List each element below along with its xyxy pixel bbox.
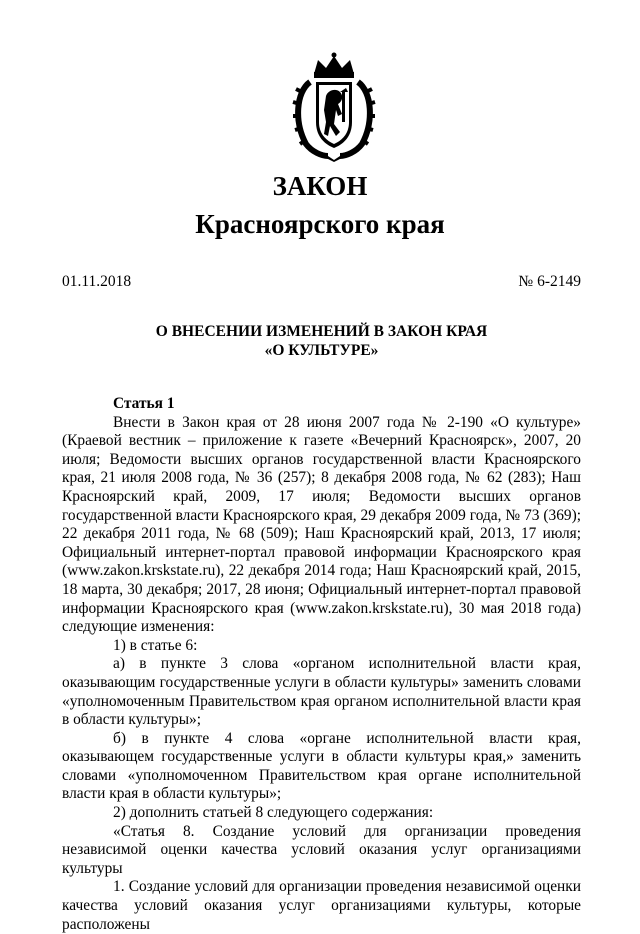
article-paragraph: а) в пункте 3 слова «органом исполнительной власти края, оказывающим государственные услуги в области культуры» заменить словами «уполномоченным Правительством края органом исполнительной власти края в области культуры»;	[62, 655, 581, 729]
article-paragraph: б) в пункте 4 слова «органе исполнительной власти края, оказывающем государственные услуги в области культуры края,» заменить словами «уполномоченном Правительством края органе исполнительной власти края в области культуры»;	[62, 729, 581, 803]
article-paragraph: Внести в Закон края от 28 июня 2007 года № 2-190 «О культуре» (Краевой вестник – приложение к газете «Вечерний Красноярск», 2007, 20 июля; Ведомости высших органов государственной власти Красноярского края, 21 июля 2008 года, № 36 (257); 8 декабря 2008 года, № 62 (283); Наш Красноярский край, 2009, 17 июля; Ведомости высших органов государственной власти Красноярского края, 29 декабря 2009 года, № 73 (369); 22 декабря 2011 года, № 68 (509); Наш Красноярский край, 2013, 17 июля; Официальный интернет-портал правовой информации Красноярского края (www.zakon.krskstate.ru), 22 декабря 2014 года; Наш Красноярский край, 2015, 18 марта, 30 декабря; 2017, 28 июня; Официальный интернет-портал правовой информации Красноярского края (www.zakon.krskstate.ru), 30 мая 2018 года) следующие изменения:	[62, 413, 581, 636]
article-paragraph: 1) в статье 6:	[113, 636, 198, 654]
article-paragraph: «Статья 8. Создание условий для организации проведения независимой оценки качества условий оказания услуг организациями культуры	[62, 822, 581, 877]
law-heading	[62, 322, 581, 360]
document-number: № 6-2149	[518, 273, 581, 290]
article-body	[62, 395, 581, 934]
article-title: Статья 1	[113, 395, 175, 412]
document-region-title: Красноярского края	[195, 209, 445, 239]
article-paragraph: 2) дополнить статьей 8 следующего содержания:	[113, 804, 434, 822]
document-type-title: ЗАКОН	[272, 171, 368, 201]
document-date: 01.11.2018	[62, 273, 132, 290]
law-heading-line2: «О КУЛЬТУРЕ»	[264, 342, 379, 359]
article-paragraph: 1. Создание условий для организации проведения независимой оценки качества условий оказания услуг организациями культуры, которые расположены	[62, 878, 581, 933]
law-heading-line1: О ВНЕСЕНИИ ИЗМЕНЕНИЙ В ЗАКОН КРАЯ	[155, 323, 488, 340]
krasnoyarsk-coat-of-arms-icon	[288, 52, 380, 162]
